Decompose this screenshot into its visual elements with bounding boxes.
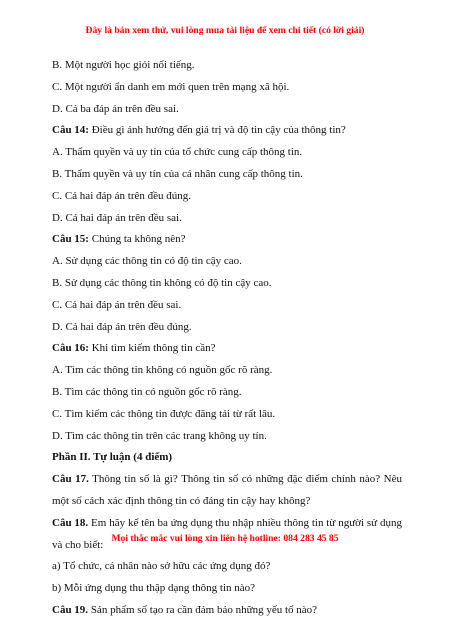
question-14-text: Điều gì ảnh hưởng đến giá trị và độ tin cậy của thông tin? [88,124,346,137]
preview-notice-banner: Đây là bản xem thử, vui lòng mua tài liệu để xem chi tiết (có lời giải) [85,25,365,36]
question-16 [52,338,402,360]
question-18-label: Câu 18. [52,516,89,529]
hotline-footer-banner: Mọi thắc mắc vui lòng xin liên hệ hotline: 084 283 45 85 [111,533,339,544]
q15-option-a: A. Sử dụng các thông tin có độ tin cậy cao. [52,255,242,268]
q15-option-c: C. Cả hai đáp án trên đều sai. [52,298,182,311]
question-14 [52,120,402,142]
q15-option-d: D. Cả hai đáp án trên đều đúng. [52,320,192,333]
q16-option-a: A. Tìm các thông tin không có nguồn gốc rõ ràng. [52,364,273,377]
q13-option-c: C. Một người ẩn danh em mới quen trên mạng xã hội. [52,80,290,93]
question-17 [52,469,402,513]
q14-option-c: C. Cả hai đáp án trên đều đúng. [52,189,191,202]
question-19-label: Câu 19. [52,603,89,616]
question-16-label: Câu 16: [52,342,89,355]
q13-option-d: D. Cả ba đáp án trên đều sai. [52,102,179,115]
question-17-label: Câu 17. [52,473,89,486]
q14-option-a: A. Thẩm quyền và uy tín của tổ chức cung cấp thông tin. [52,146,303,159]
question-14-label: Câu 14: [52,124,89,137]
question-15-text: Chúng ta không nên? [88,233,186,246]
q16-option-b: B. Tìm các thông tin có nguồn gốc rõ ràng. [52,385,242,398]
q13-option-b: B. Một người học giỏi nổi tiếng. [52,59,195,71]
q15-option-b: B. Sử dụng các thông tin không có độ tin cậy cao. [52,276,272,289]
question-16-text: Khi tìm kiếm thông tin cần? [88,342,216,355]
question-19 [52,600,402,622]
question-19-text: Sản phẩm số tạo ra cần đảm bảo những yếu tố nào? [88,603,318,616]
section-heading-essay: Phần II. Tự luận (4 điểm) [52,451,173,464]
q16-option-d: D. Tìm các thông tin trên các trang không uy tín. [52,429,267,442]
question-18-text: Em hãy kể tên ba ứng dụng thu nhập nhiều thông tin từ người sử dụng và cho biết: [52,516,403,551]
question-15 [52,229,402,251]
question-15-label: Câu 15: [52,233,89,246]
q14-option-b: B. Thẩm quyền và uy tín của cá nhân cung cấp thông tin. [52,167,303,180]
q14-option-d: D. Cả hai đáp án trên đều sai. [52,211,182,224]
q18-part-b: b) Mỗi ứng dụng thu thập dạng thông tin nào? [52,582,256,595]
q16-option-c: C. Tìm kiếm các thông tin được đăng tải từ rất lâu. [52,407,276,420]
q18-part-a: a) Tổ chức, cá nhân nào sở hữu các ứng dụng đó? [52,560,271,573]
question-17-text: Thông tin số là gì? Thông tin số có những đặc điểm chính nào? Nêu một số cách xác định thông tin có đáng tin cậy hay không? [52,473,403,507]
